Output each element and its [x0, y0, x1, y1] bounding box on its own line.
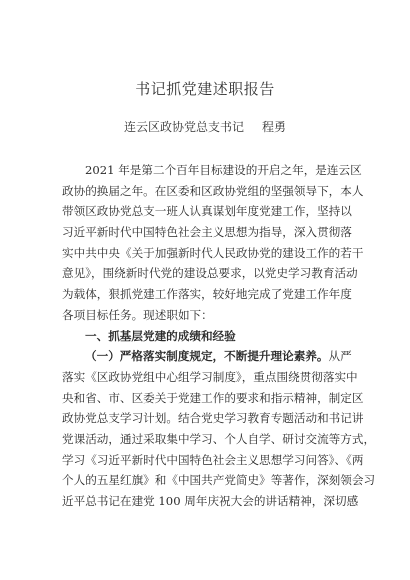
author-line	[0, 118, 410, 135]
paragraph-line: 学习《习近平新时代中国特色社会主义思想学习问答》、《两	[62, 452, 364, 467]
paragraph-line: 实中共中央《关于加强新时代人民政协党的建设工作的若干	[62, 245, 364, 260]
paragraph-line: 近平总书记在建党 100 周年庆祝大会的讲话精神，深切感	[62, 494, 359, 508]
section-heading: 一、抓基层党建的成绩和经验	[85, 328, 236, 343]
paragraph-line: 习近平新时代中国特色社会主义思想为指导，深入贯彻落	[62, 225, 352, 240]
paragraph-line: 党课活动，通过采取集中学习、个人自学、研讨交流等方式，	[62, 431, 376, 446]
paragraph-line: 政协党总支学习计划。结合党史学习教育专题活动和书记讲	[62, 411, 364, 426]
paragraph-line: 个人的五星红旗》和《中国共产党简史》等著作，深刻领会习	[62, 473, 376, 488]
subsection-text: 从严	[328, 349, 352, 364]
document-title: 书记抓党建述职报告	[135, 80, 275, 98]
report-body	[62, 160, 376, 512]
author-organization: 连云区政协党总支书记	[123, 120, 244, 134]
subsection-line	[62, 346, 362, 367]
subsection-heading: （一）严格落实制度规定，不断提升理论素养。	[85, 349, 329, 364]
author-name: 程勇	[262, 120, 287, 134]
paragraph-line: 为载体，狠抓党建工作落实，较好地完成了党建工作年度	[62, 287, 352, 302]
paragraph-line: 各项目标任务。现述职如下：	[62, 307, 213, 322]
paragraph-line: 2021 年是第二个百年目标建设的开启之年，是连云区	[85, 163, 362, 177]
paragraph-line: 意见》，围绕新时代党的建设总要求，以党史学习教育活动	[62, 266, 358, 281]
paragraph-line: 落实《区政协党组中心组学习制度》，重点围绕贯彻落实中	[62, 369, 358, 384]
paragraph-line: 带领区政协党总支一班人认真谋划年度党建工作，坚持以	[62, 204, 352, 219]
paragraph-line: 政协的换届之年。在区委和区政协党组的坚强领导下，本人	[62, 183, 364, 198]
paragraph-line: 央和省、市、区委关于党建工作的要求和指示精神，制定区	[62, 390, 364, 405]
